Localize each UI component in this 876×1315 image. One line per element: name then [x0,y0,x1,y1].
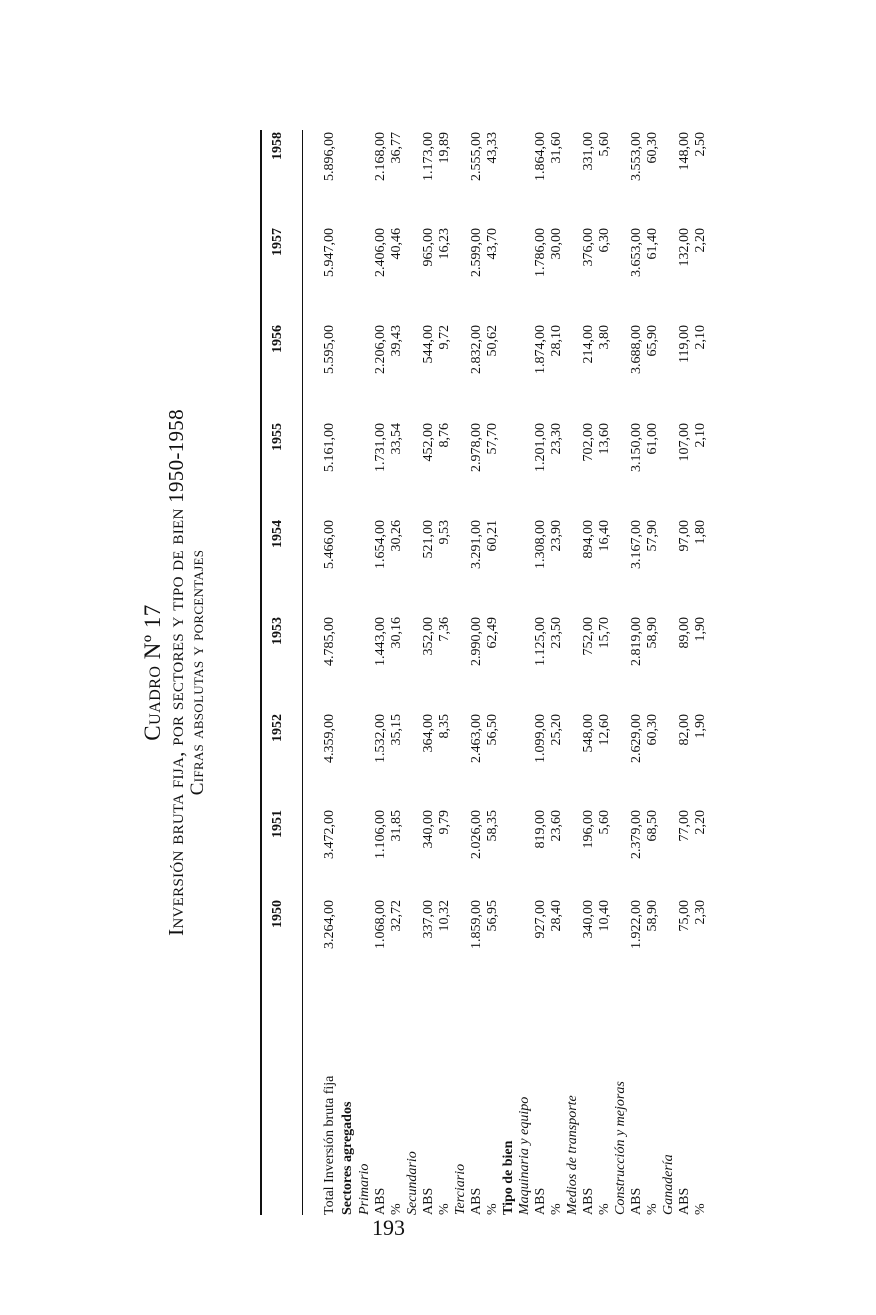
table-cell: 2.555,00 [469,132,484,181]
table-cell: 30,16 [389,617,404,649]
table-cell: 521,00 [421,520,436,559]
row-label: Maquinaria y equipo [517,1096,532,1215]
table-cell: 61,40 [645,228,660,260]
table-cell: 43,70 [485,228,500,260]
table-cell: 3.653,00 [629,228,644,277]
table-cell: 13,60 [597,423,612,455]
year-header-1951: 1951 [270,810,285,838]
table-cell: 5.161,00 [322,423,337,472]
year-header-1956: 1956 [270,325,285,353]
table-cell: 7,36 [437,617,452,642]
table-cell: 2.168,00 [373,132,388,181]
table-cell: 5.466,00 [322,520,337,569]
table-cell: 752,00 [581,617,596,656]
table-cell: 331,00 [581,132,596,171]
table-cell: 97,00 [677,520,692,552]
table-cell: 965,00 [421,228,436,267]
table-cell: 77,00 [677,810,692,842]
row-label: ABS [581,1187,596,1215]
table-cell: 1.922,00 [629,900,644,949]
table-cell: 2.819,00 [629,617,644,666]
row-label: Total Inversión bruta fija [322,1075,337,1215]
table-cell: 6,30 [597,228,612,253]
table-cell: 1.125,00 [533,617,548,666]
table-cell: 58,90 [645,617,660,649]
row-label: ABS [373,1187,388,1215]
table-cell: 1.308,00 [533,520,548,569]
table-cell: 23,30 [549,423,564,455]
row-label: % [389,1203,404,1215]
table-cell: 544,00 [421,325,436,364]
table-cell: 57,70 [485,423,500,455]
row-label: % [693,1203,708,1215]
table-cell: 5,60 [597,132,612,157]
year-header-1955: 1955 [270,423,285,451]
row-label: ABS [629,1187,644,1215]
table-cell: 3.291,00 [469,520,484,569]
row-label: Secundario [405,1151,420,1215]
year-header-1954: 1954 [270,520,285,548]
table-subtitle: Cifras absolutas y porcentajes [187,549,209,796]
table-cell: 119,00 [677,325,692,363]
table-title: Inversión bruta fija, por sectores y tipo de bien 1950-1958 [164,409,189,936]
row-label: Ganadería [661,1154,676,1215]
table-cell: 2,50 [693,132,708,157]
table-cell: 36,77 [389,132,404,164]
year-header-1958: 1958 [270,132,285,160]
table-cell: 16,40 [597,520,612,552]
table-cell: 28,10 [549,325,564,357]
table-cell: 452,00 [421,423,436,462]
table-cell: 1.654,00 [373,520,388,569]
table-cell: 8,76 [437,423,452,448]
table-cell: 2.463,00 [469,714,484,763]
table-cell: 927,00 [533,900,548,939]
row-label: Tipo de bien [501,1140,516,1215]
row-label: ABS [533,1187,548,1215]
table-cell: 2,30 [693,900,708,925]
table-cell: 352,00 [421,617,436,656]
table-cell: 40,46 [389,228,404,260]
table-cell: 31,60 [549,132,564,164]
table-cell: 1.106,00 [373,810,388,859]
table-cell: 5.896,00 [322,132,337,181]
row-label: % [485,1203,500,1215]
table-cell: 10,32 [437,900,452,932]
table-cell: 57,90 [645,520,660,552]
table-cell: 3.472,00 [322,810,337,859]
table-cell: 3,80 [597,325,612,350]
row-label: % [645,1203,660,1215]
table-cell: 2.406,00 [373,228,388,277]
table-cell: 1.532,00 [373,714,388,763]
table-cell: 82,00 [677,714,692,746]
page-number: 193 [372,1215,405,1240]
table-cell: 60,30 [645,714,660,746]
table-cell: 61,00 [645,423,660,455]
table-cell: 702,00 [581,423,596,462]
year-header-1952: 1952 [270,714,285,742]
table-cell: 2.206,00 [373,325,388,374]
table-title-block [140,130,209,1215]
table-cell: 1.859,00 [469,900,484,949]
table-cell: 819,00 [533,810,548,849]
table-cell: 1.068,00 [373,900,388,949]
table-cell: 1,80 [693,520,708,545]
table-cell: 894,00 [581,520,596,559]
table-top-rule [260,130,262,1215]
table-cell: 1,90 [693,714,708,739]
table-cell: 56,95 [485,900,500,932]
table-cell: 340,00 [581,900,596,939]
table-cell: 5,60 [597,810,612,835]
row-label: % [437,1203,452,1215]
table-cell: 60,21 [485,520,500,552]
table-cell: 3.688,00 [629,325,644,374]
table-cell: 148,00 [677,132,692,171]
table-cell: 50,62 [485,325,500,357]
table-cell: 9,79 [437,810,452,835]
table-cell: 1.173,00 [421,132,436,181]
table-cell: 43,33 [485,132,500,164]
rotated-page-content [140,130,740,1215]
table-cell: 2.990,00 [469,617,484,666]
table-cell: 1,90 [693,617,708,642]
table-cell: 2.379,00 [629,810,644,859]
table-cell: 23,90 [549,520,564,552]
table-cell: 62,49 [485,617,500,649]
table-number: Cuadro Nº 17 [140,604,165,741]
table-cell: 2.978,00 [469,423,484,472]
table-cell: 3.553,00 [629,132,644,181]
row-label: Sectores agregados [340,1101,355,1215]
table-cell: 2,20 [693,228,708,253]
table-cell: 28,40 [549,900,564,932]
row-label: % [597,1203,612,1215]
table-cell: 2.599,00 [469,228,484,277]
table-cell: 1.864,00 [533,132,548,181]
table-cell: 3.150,00 [629,423,644,472]
row-label: Terciario [453,1163,468,1215]
table-header-rule [302,130,303,1215]
table-cell: 1.201,00 [533,423,548,472]
row-label: ABS [677,1187,692,1215]
table-cell: 4.359,00 [322,714,337,763]
table-cell: 3.167,00 [629,520,644,569]
table-cell: 1.786,00 [533,228,548,277]
table-cell: 1.099,00 [533,714,548,763]
table-cell: 196,00 [581,810,596,849]
table-cell: 4.785,00 [322,617,337,666]
table-cell: 340,00 [421,810,436,849]
table-cell: 58,90 [645,900,660,932]
table-cell: 132,00 [677,228,692,267]
table-cell: 89,00 [677,617,692,649]
table-cell: 2.026,00 [469,810,484,859]
table-cell: 10,40 [597,900,612,932]
table-cell: 25,20 [549,714,564,746]
table-cell: 2,10 [693,423,708,448]
table-cell: 65,90 [645,325,660,357]
row-label: Primario [357,1163,372,1215]
row-label: ABS [469,1187,484,1215]
table-cell: 32,72 [389,900,404,932]
table-cell: 2.832,00 [469,325,484,374]
table-cell: 376,00 [581,228,596,267]
table-cell: 9,72 [437,325,452,350]
table-cell: 35,15 [389,714,404,746]
table-cell: 56,50 [485,714,500,746]
table-cell: 107,00 [677,423,692,462]
table-cell: 15,70 [597,617,612,649]
table-cell: 2.629,00 [629,714,644,763]
year-header-1957: 1957 [270,228,285,256]
row-label: % [549,1203,564,1215]
table-cell: 2,20 [693,810,708,835]
row-label: Medios de transporte [565,1095,580,1215]
table-cell: 1.874,00 [533,325,548,374]
table-cell: 23,50 [549,617,564,649]
table-cell: 364,00 [421,714,436,753]
table-cell: 16,23 [437,228,452,260]
table-cell: 30,26 [389,520,404,552]
table-cell: 214,00 [581,325,596,364]
table-cell: 337,00 [421,900,436,939]
table-cell: 5.947,00 [322,228,337,277]
table-cell: 9,53 [437,520,452,545]
table-cell: 39,43 [389,325,404,357]
table-cell: 33,54 [389,423,404,455]
table-cell: 23,60 [549,810,564,842]
table-cell: 75,00 [677,900,692,932]
table-cell: 31,85 [389,810,404,842]
table-cell: 5.595,00 [322,325,337,374]
table-cell: 68,50 [645,810,660,842]
table-cell: 2,10 [693,325,708,350]
row-label: Construcción y mejoras [613,1081,628,1215]
table-cell: 30,00 [549,228,564,260]
year-header-1950: 1950 [270,900,285,928]
table-cell: 60,30 [645,132,660,164]
table-cell: 548,00 [581,714,596,753]
table-cell: 1.443,00 [373,617,388,666]
table-cell: 1.731,00 [373,423,388,472]
investment-table [260,130,715,1215]
table-cell: 19,89 [437,132,452,164]
table-cell: 8,35 [437,714,452,739]
table-cell: 58,35 [485,810,500,842]
row-label: ABS [421,1187,436,1215]
table-cell: 3.264,00 [322,900,337,949]
table-cell: 12,60 [597,714,612,746]
year-header-1953: 1953 [270,617,285,645]
